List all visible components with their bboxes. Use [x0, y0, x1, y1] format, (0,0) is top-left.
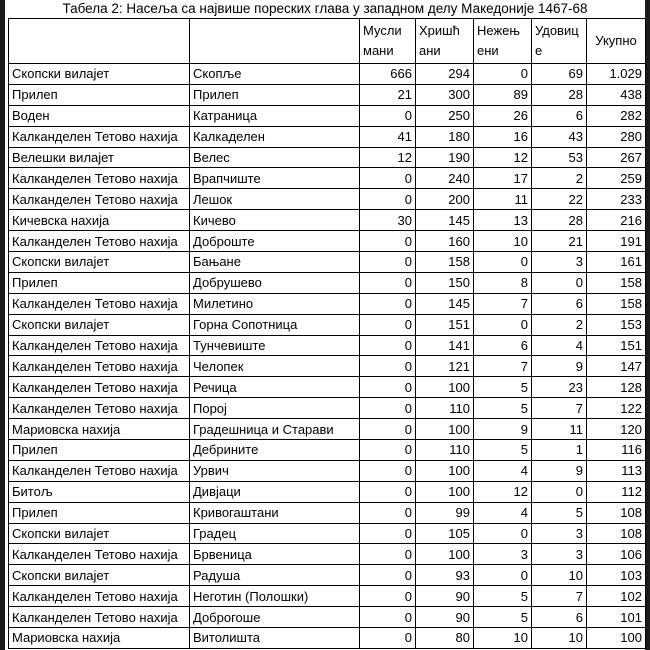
cell-muslims: 0: [360, 440, 416, 461]
cell-muslims: 0: [360, 586, 416, 607]
cell-unmarried: 26: [474, 105, 532, 126]
cell-unmarried: 17: [474, 168, 532, 189]
table-row: [9, 544, 646, 565]
table-row: [9, 565, 646, 586]
table-row: [9, 440, 646, 461]
cell-christians: 90: [416, 586, 474, 607]
cell-christians: 145: [416, 293, 474, 314]
cell-total: 116: [587, 440, 646, 461]
cell-muslims: 0: [360, 105, 416, 126]
table-body: [9, 64, 646, 649]
cell-unmarried: 12: [474, 481, 532, 502]
cell-muslims: 0: [360, 502, 416, 523]
header-settlement: [190, 19, 360, 64]
cell-settlement: Градешница и Старави: [190, 419, 360, 440]
table-row: [9, 293, 646, 314]
cell-unmarried: 4: [474, 460, 532, 481]
cell-muslims: 0: [360, 335, 416, 356]
cell-unmarried: 4: [474, 502, 532, 523]
cell-total: 100: [587, 628, 646, 649]
cell-total: 120: [587, 419, 646, 440]
header-widows: Удовиц е: [532, 19, 587, 64]
cell-region: Калканделен Тетово нахија: [9, 231, 190, 252]
cell-unmarried: 0: [474, 523, 532, 544]
cell-unmarried: 5: [474, 398, 532, 419]
cell-region: Прилеп: [9, 84, 190, 105]
cell-christians: 105: [416, 523, 474, 544]
cell-settlement: Лешок: [190, 189, 360, 210]
cell-unmarried: 0: [474, 565, 532, 586]
table-row: [9, 419, 646, 440]
cell-widows: 2: [532, 314, 587, 335]
cell-christians: 80: [416, 628, 474, 649]
cell-widows: 21: [532, 231, 587, 252]
cell-widows: 11: [532, 419, 587, 440]
cell-muslims: 0: [360, 168, 416, 189]
table-row: [9, 64, 646, 85]
cell-total: 153: [587, 314, 646, 335]
cell-christians: 300: [416, 84, 474, 105]
cell-christians: 151: [416, 314, 474, 335]
cell-settlement: Витолишта: [190, 628, 360, 649]
cell-region: Калканделен Тетово нахија: [9, 377, 190, 398]
header-row: [9, 19, 646, 64]
cell-christians: 145: [416, 210, 474, 231]
cell-muslims: 0: [360, 314, 416, 335]
cell-christians: 90: [416, 607, 474, 628]
frame-border-left: [0, 0, 5, 650]
table-row: [9, 460, 646, 481]
cell-total: 438: [587, 84, 646, 105]
cell-settlement: Неготин (Полошки): [190, 586, 360, 607]
cell-widows: 10: [532, 565, 587, 586]
cell-widows: 6: [532, 105, 587, 126]
cell-unmarried: 9: [474, 419, 532, 440]
cell-muslims: 0: [360, 523, 416, 544]
cell-widows: 69: [532, 64, 587, 85]
cell-christians: 100: [416, 460, 474, 481]
cell-region: Скопски вилајет: [9, 64, 190, 85]
table-row: [9, 481, 646, 502]
cell-muslims: 41: [360, 126, 416, 147]
cell-region: Калканделен Тетово нахија: [9, 586, 190, 607]
cell-unmarried: 10: [474, 231, 532, 252]
table-row: [9, 105, 646, 126]
cell-total: 233: [587, 189, 646, 210]
cell-christians: 100: [416, 544, 474, 565]
cell-unmarried: 5: [474, 586, 532, 607]
cell-region: Калканделен Тетово нахија: [9, 168, 190, 189]
cell-christians: 100: [416, 377, 474, 398]
cell-unmarried: 6: [474, 335, 532, 356]
table-row: [9, 147, 646, 168]
cell-region: Мариовска нахија: [9, 628, 190, 649]
cell-total: 147: [587, 356, 646, 377]
cell-unmarried: 0: [474, 314, 532, 335]
cell-muslims: 30: [360, 210, 416, 231]
cell-region: Скопски вилајет: [9, 252, 190, 273]
cell-christians: 240: [416, 168, 474, 189]
cell-widows: 22: [532, 189, 587, 210]
cell-settlement: Скопље: [190, 64, 360, 85]
cell-total: 151: [587, 335, 646, 356]
header-muslims: Мусли мани: [360, 19, 416, 64]
table-row: [9, 628, 646, 649]
cell-settlement: Градец: [190, 523, 360, 544]
cell-unmarried: 13: [474, 210, 532, 231]
table-row: [9, 586, 646, 607]
cell-settlement: Бањане: [190, 252, 360, 273]
cell-total: 122: [587, 398, 646, 419]
table-row: [9, 272, 646, 293]
cell-muslims: 0: [360, 189, 416, 210]
cell-total: 108: [587, 502, 646, 523]
cell-muslims: 0: [360, 544, 416, 565]
cell-widows: 0: [532, 481, 587, 502]
cell-christians: 100: [416, 419, 474, 440]
cell-muslims: 0: [360, 628, 416, 649]
cell-region: Прилеп: [9, 440, 190, 461]
table-row: [9, 335, 646, 356]
cell-widows: 23: [532, 377, 587, 398]
cell-region: Калканделен Тетово нахија: [9, 356, 190, 377]
cell-settlement: Катраница: [190, 105, 360, 126]
cell-christians: 190: [416, 147, 474, 168]
cell-settlement: Дивјаци: [190, 481, 360, 502]
cell-christians: 150: [416, 272, 474, 293]
cell-widows: 2: [532, 168, 587, 189]
settlements-table: [8, 18, 646, 649]
cell-unmarried: 0: [474, 64, 532, 85]
cell-muslims: 0: [360, 252, 416, 273]
cell-region: Скопски вилајет: [9, 565, 190, 586]
cell-muslims: 0: [360, 481, 416, 502]
cell-widows: 3: [532, 544, 587, 565]
header-unmarried: Нежењ ени: [474, 19, 532, 64]
cell-unmarried: 5: [474, 607, 532, 628]
cell-total: 267: [587, 147, 646, 168]
cell-region: Воден: [9, 105, 190, 126]
cell-widows: 28: [532, 84, 587, 105]
cell-christians: 294: [416, 64, 474, 85]
cell-total: 191: [587, 231, 646, 252]
cell-widows: 53: [532, 147, 587, 168]
cell-total: 280: [587, 126, 646, 147]
cell-settlement: Прилеп: [190, 84, 360, 105]
table-row: [9, 168, 646, 189]
cell-total: 108: [587, 523, 646, 544]
cell-region: Мариовска нахија: [9, 419, 190, 440]
cell-widows: 43: [532, 126, 587, 147]
cell-unmarried: 16: [474, 126, 532, 147]
table-row: [9, 502, 646, 523]
cell-region: Битољ: [9, 481, 190, 502]
cell-region: Калканделен Тетово нахија: [9, 335, 190, 356]
table-row: [9, 210, 646, 231]
cell-region: Калканделен Тетово нахија: [9, 126, 190, 147]
cell-total: 102: [587, 586, 646, 607]
cell-widows: 1: [532, 440, 587, 461]
cell-widows: 9: [532, 356, 587, 377]
cell-muslims: 0: [360, 272, 416, 293]
cell-settlement: Калкаделен: [190, 126, 360, 147]
cell-christians: 180: [416, 126, 474, 147]
cell-settlement: Порој: [190, 398, 360, 419]
cell-settlement: Горна Сопотница: [190, 314, 360, 335]
cell-christians: 100: [416, 481, 474, 502]
cell-muslims: 0: [360, 565, 416, 586]
cell-muslims: 0: [360, 356, 416, 377]
cell-unmarried: 5: [474, 377, 532, 398]
cell-settlement: Велес: [190, 147, 360, 168]
cell-total: 103: [587, 565, 646, 586]
cell-total: 113: [587, 460, 646, 481]
cell-region: Калканделен Тетово нахија: [9, 607, 190, 628]
table-row: [9, 377, 646, 398]
cell-settlement: Челопек: [190, 356, 360, 377]
cell-region: Прилеп: [9, 502, 190, 523]
cell-settlement: Доброгоше: [190, 607, 360, 628]
cell-widows: 0: [532, 272, 587, 293]
table-row: [9, 607, 646, 628]
cell-widows: 10: [532, 628, 587, 649]
cell-muslims: 0: [360, 419, 416, 440]
cell-settlement: Кривогаштани: [190, 502, 360, 523]
cell-muslims: 0: [360, 398, 416, 419]
cell-christians: 121: [416, 356, 474, 377]
cell-settlement: Речица: [190, 377, 360, 398]
cell-settlement: Доброште: [190, 231, 360, 252]
cell-total: 128: [587, 377, 646, 398]
table-row: [9, 314, 646, 335]
cell-settlement: Тунчевиште: [190, 335, 360, 356]
cell-widows: 3: [532, 523, 587, 544]
cell-region: Калканделен Тетово нахија: [9, 460, 190, 481]
cell-widows: 4: [532, 335, 587, 356]
cell-settlement: Радуша: [190, 565, 360, 586]
table-row: [9, 398, 646, 419]
cell-total: 216: [587, 210, 646, 231]
cell-unmarried: 3: [474, 544, 532, 565]
cell-christians: 110: [416, 440, 474, 461]
cell-unmarried: 11: [474, 189, 532, 210]
cell-unmarried: 89: [474, 84, 532, 105]
cell-total: 282: [587, 105, 646, 126]
cell-christians: 93: [416, 565, 474, 586]
cell-total: 112: [587, 481, 646, 502]
cell-widows: 9: [532, 460, 587, 481]
cell-widows: 7: [532, 586, 587, 607]
cell-unmarried: 0: [474, 252, 532, 273]
table-row: [9, 252, 646, 273]
cell-muslims: 0: [360, 293, 416, 314]
cell-widows: 6: [532, 607, 587, 628]
cell-unmarried: 5: [474, 440, 532, 461]
table-row: [9, 126, 646, 147]
cell-total: 1.029: [587, 64, 646, 85]
header-christians: Хришћ ани: [416, 19, 474, 64]
cell-total: 161: [587, 252, 646, 273]
cell-region: Скопски вилајет: [9, 523, 190, 544]
cell-muslims: 0: [360, 377, 416, 398]
table-row: [9, 356, 646, 377]
cell-christians: 160: [416, 231, 474, 252]
cell-unmarried: 7: [474, 356, 532, 377]
cell-unmarried: 10: [474, 628, 532, 649]
table-row: [9, 84, 646, 105]
table-row: [9, 189, 646, 210]
cell-christians: 110: [416, 398, 474, 419]
cell-total: 101: [587, 607, 646, 628]
cell-settlement: Врапчиште: [190, 168, 360, 189]
cell-region: Калканделен Тетово нахија: [9, 293, 190, 314]
cell-muslims: 0: [360, 607, 416, 628]
cell-region: Кичевска нахија: [9, 210, 190, 231]
header-region: [9, 19, 190, 64]
cell-region: Калканделен Тетово нахија: [9, 544, 190, 565]
cell-christians: 141: [416, 335, 474, 356]
cell-christians: 250: [416, 105, 474, 126]
cell-region: Прилеп: [9, 272, 190, 293]
cell-region: Скопски вилајет: [9, 314, 190, 335]
cell-christians: 99: [416, 502, 474, 523]
cell-muslims: 12: [360, 147, 416, 168]
cell-widows: 7: [532, 398, 587, 419]
cell-unmarried: 7: [474, 293, 532, 314]
table-row: [9, 523, 646, 544]
cell-christians: 200: [416, 189, 474, 210]
cell-settlement: Дебрините: [190, 440, 360, 461]
cell-unmarried: 12: [474, 147, 532, 168]
cell-widows: 28: [532, 210, 587, 231]
cell-settlement: Урвич: [190, 460, 360, 481]
cell-settlement: Брвеница: [190, 544, 360, 565]
cell-total: 158: [587, 272, 646, 293]
cell-total: 259: [587, 168, 646, 189]
table-title: Табела 2: Насеља са највише пореских глава у западном делу Македоније 1467-68: [62, 1, 588, 16]
table-row: [9, 231, 646, 252]
cell-muslims: 666: [360, 64, 416, 85]
cell-muslims: 0: [360, 231, 416, 252]
cell-muslims: 21: [360, 84, 416, 105]
cell-unmarried: 8: [474, 272, 532, 293]
cell-widows: 3: [532, 252, 587, 273]
cell-settlement: Добрушево: [190, 272, 360, 293]
cell-christians: 158: [416, 252, 474, 273]
cell-region: Калканделен Тетово нахија: [9, 189, 190, 210]
cell-region: Калканделен Тетово нахија: [9, 398, 190, 419]
cell-total: 158: [587, 293, 646, 314]
cell-settlement: Милетино: [190, 293, 360, 314]
header-total: Укупно: [587, 19, 646, 64]
cell-total: 106: [587, 544, 646, 565]
cell-region: Велешки вилаjет: [9, 147, 190, 168]
cell-settlement: Кичево: [190, 210, 360, 231]
cell-widows: 5: [532, 502, 587, 523]
cell-muslims: 0: [360, 460, 416, 481]
cell-widows: 6: [532, 293, 587, 314]
